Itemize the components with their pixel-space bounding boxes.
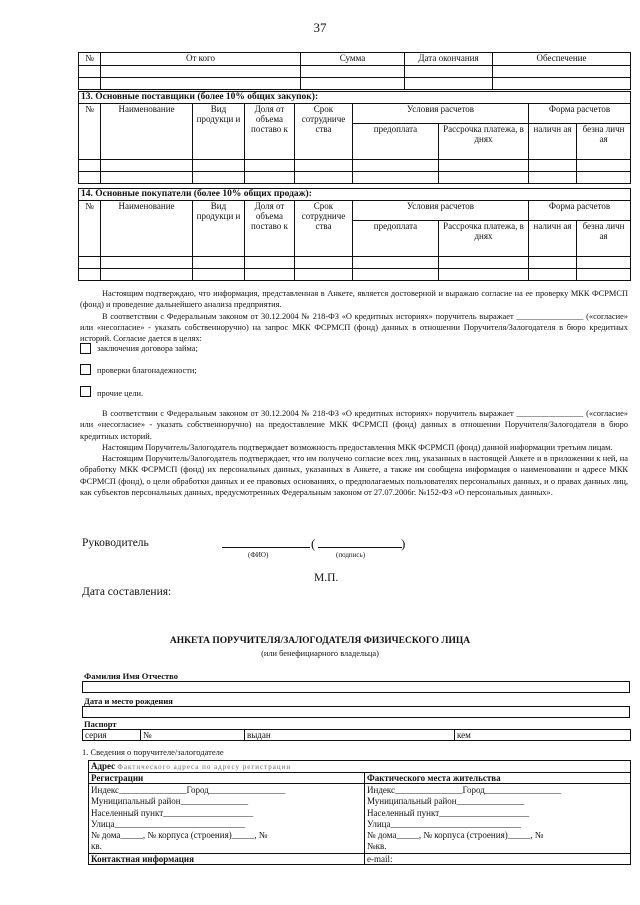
- fact-city-label: Город: [462, 785, 485, 795]
- consent-paragraph-1: Настоящим подтверждаю, что информация, представленная в Анкете, является достоверной и выражаю согласие на ее проверку МКК ФСРМСП (фонд) и проведение дальнейшего анализа предприятия.: [80, 289, 628, 310]
- suppliers-sub-noncash: безна личн ая: [577, 124, 631, 160]
- reg-house-line: № дома_____, № корпуса (строения)_____, №: [91, 830, 268, 841]
- reg-city-label: Город: [186, 785, 209, 795]
- suppliers-col-share: Доля от объема поставо к: [245, 104, 295, 160]
- purpose-reliability-checkbox[interactable]: [80, 364, 91, 375]
- buyers-sub-deferral: Рассрочка платежа, в днях: [439, 221, 529, 257]
- name-field[interactable]: [82, 681, 630, 693]
- buyers-col-term: Срок сотрудниче ства: [295, 201, 353, 257]
- reg-flat-label: кв.: [91, 841, 102, 852]
- suppliers-col-product: Вид продукци и: [193, 104, 245, 160]
- passport-issued-field[interactable]: выдан: [245, 730, 455, 741]
- actual-address[interactable]: Индекс_______________Город_________________ Муниципальный район_______________ Населенный пункт____________________ Улица_____________________________ № дома_____, № корпуса (строения)_____, № №кв.: [365, 784, 631, 854]
- debt-col-sum: Сумма: [301, 53, 405, 66]
- purpose-reliability-label: проверки благонадежности;: [97, 366, 197, 375]
- section-1-title: 1. Сведения о поручителе/залогодателе: [82, 747, 224, 757]
- address-table: [88, 760, 631, 865]
- email-field[interactable]: e-mail:: [365, 853, 631, 864]
- fact-house-line: № дома_____, № корпуса (строения)_____, №: [367, 830, 544, 841]
- debt-table: [78, 52, 631, 90]
- suppliers-sub-prepay: предоплата: [353, 124, 439, 160]
- consent-block-1: [80, 288, 628, 344]
- buyers-sub-noncash: безна личн ая: [577, 221, 631, 257]
- table-row: [79, 66, 631, 78]
- fact-index-label: Индекс: [367, 785, 396, 795]
- table-row: [79, 257, 631, 269]
- consent-paragraph-3: В соответствии с Федеральным законом от 30.12.2004 № 218-ФЗ «О кредитных историях» поручитель выражает ________________ («согласие» или «несогласие» - указать собственноручно) на предоставление МКК ФСРМСП (фонд) данных в отношении Поручителя/Залогодателя в бюро кредитных историй.: [80, 409, 628, 441]
- suppliers-col-terms: Условия расчетов: [353, 104, 529, 124]
- address-blurred-text: Фактического адреса по адресу регистрации: [117, 763, 292, 771]
- date-label: Дата составления:: [82, 586, 172, 598]
- actual-residence-label: Фактического места жительства: [365, 773, 631, 784]
- birth-label: Дата и место рождения: [84, 696, 173, 706]
- registration-address[interactable]: Индекс_______________Город_________________ Муниципальный район_______________ Населенный пункт____________________ Улица_____________________________ № дома_____, № корпуса (строения)_____, № кв.: [89, 784, 365, 854]
- consent-paragraph-4: Настоящим Поручитель/Залогодатель подтверждает возможность предоставления МКК ФСРМСП (фонд) данной информации третьим лицам.: [102, 442, 613, 452]
- reg-municipal-label: Муниципальный район: [91, 796, 181, 807]
- reg-settlement-label: Населенный пункт: [91, 807, 164, 818]
- passport-label: Паспорт: [84, 719, 117, 729]
- table-row: [79, 78, 631, 90]
- fact-municipal-label: Муниципальный район: [367, 796, 457, 807]
- passport-number-field[interactable]: №: [141, 730, 245, 741]
- sign-line[interactable]: [318, 547, 402, 548]
- reg-street-label: Улица: [91, 818, 115, 829]
- registration-label: Регистрации: [89, 773, 365, 784]
- buyers-col-name: Наименование: [101, 201, 193, 257]
- sign-caption: (подпись): [336, 551, 366, 559]
- purpose-other-label: прочие цели.: [97, 389, 144, 398]
- consent-paragraph-2: В соответствии с Федеральным законом от 30.12.2004 № 218-ФЗ «О кредитных историях» поручитель выражает ________________ («согласие» или «несогласие» - указать собственноручно) на запрос МКК ФСРМСП (фонд) данных в отношении Поручителя/Залогодателя в бюро кредитных историй. Согласие дается в целях:: [80, 311, 628, 344]
- suppliers-table: [78, 91, 631, 184]
- head-label: Руководитель: [82, 537, 149, 549]
- buyers-col-terms: Условия расчетов: [353, 201, 529, 221]
- birth-field[interactable]: [82, 706, 630, 718]
- purpose-loan-label: заключения договора займа;: [97, 344, 198, 353]
- passport-issuer-field[interactable]: кем: [455, 730, 631, 741]
- fact-street-label: Улица: [367, 818, 391, 829]
- suppliers-col-no: №: [79, 104, 101, 160]
- suppliers-col-form: Форма расчетов: [529, 104, 631, 124]
- buyers-table: [78, 188, 631, 281]
- guarantor-subtitle: (или бенефициарного владельца): [261, 649, 379, 658]
- buyers-col-no: №: [79, 201, 101, 257]
- buyers-title: 14. Основные покупатели (более 10% общих продаж):: [79, 189, 631, 201]
- table-row: [79, 269, 631, 281]
- stamp-label: М.П.: [314, 572, 339, 584]
- address-row: [89, 761, 631, 773]
- purpose-loan-checkbox[interactable]: [80, 343, 91, 354]
- close-paren: ): [401, 536, 406, 551]
- guarantor-title: АНКЕТА ПОРУЧИТЕЛЯ/ЗАЛОГОДАТЕЛЯ ФИЗИЧЕСКОГО ЛИЦА: [169, 636, 471, 646]
- debt-col-from: От кого: [101, 53, 301, 66]
- fact-settlement-label: Населенный пункт: [367, 807, 440, 818]
- buyers-sub-cash: наличн ая: [529, 221, 577, 257]
- open-paren: (: [311, 536, 316, 551]
- page-number: 37: [313, 20, 327, 35]
- buyers-col-form: Форма расчетов: [529, 201, 631, 221]
- fio-line[interactable]: [222, 547, 310, 548]
- name-label: Фамилия Имя Отчество: [84, 671, 178, 681]
- buyers-sub-prepay: предоплата: [353, 221, 439, 257]
- suppliers-sub-deferral: Рассрочка платежа, в днях: [439, 124, 529, 160]
- fio-caption: (ФИО): [248, 551, 269, 559]
- debt-col-end-date: Дата окончания: [405, 53, 493, 66]
- passport-table: [82, 729, 631, 741]
- buyers-col-share: Доля от объема поставо к: [245, 201, 295, 257]
- debt-col-collateral: Обеспечение: [493, 53, 631, 66]
- contact-label: Контактная информация: [89, 853, 365, 864]
- suppliers-col-term: Срок сотрудниче ства: [295, 104, 353, 160]
- purpose-other-checkbox[interactable]: [80, 386, 91, 397]
- debt-col-no: №: [79, 53, 101, 66]
- buyers-col-product: Вид продукци и: [193, 201, 245, 257]
- fact-flat-label: №кв.: [367, 841, 387, 852]
- passport-series-field[interactable]: серия: [83, 730, 141, 741]
- consent-block-2: [80, 408, 628, 498]
- reg-index-label: Индекс: [91, 785, 120, 795]
- suppliers-sub-cash: наличн ая: [529, 124, 577, 160]
- table-row: [79, 172, 631, 184]
- consent-paragraph-5: Настоящим Поручитель/Залогодатель подтверждает, что им получено согласие всех лиц, указанных в настоящей Анкете и в приложении к ней, на обработку МКК ФСРМСП (фонд) их персональных данных, указанных в Анкете, а также им сообщена информация о наименовании и адресе МКК ФСРМСП (фонд), о цели обработки данных и ее правовых основаниях, о предполагаемых пользователях персональных данных, и о правах данных лиц, как субъектов персональных данных, предусмотренных Федеральным законом от 27.07.2006г. №152-ФЗ «О персональных данных».: [80, 454, 628, 498]
- address-label: Адрес: [91, 761, 116, 771]
- table-row: [79, 160, 631, 172]
- suppliers-col-name: Наименование: [101, 104, 193, 160]
- suppliers-title: 13. Основные поставщики (более 10% общих закупок):: [79, 92, 631, 104]
